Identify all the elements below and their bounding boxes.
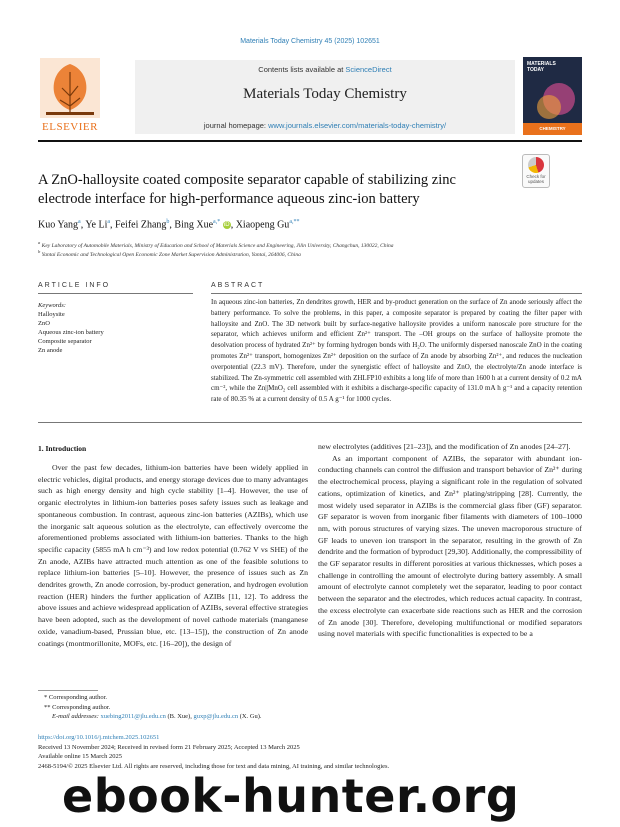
corresponding-note: ** Corresponding author. bbox=[44, 703, 111, 711]
copyright-line: 2468-5194/© 2025 Elsevier Ltd. All rights are reserved, including those for text and data mining, AI training, and similar technologies. bbox=[38, 762, 390, 770]
check-for-updates-button[interactable] bbox=[522, 154, 550, 188]
journal-homepage: journal homepage: www.journals.elsevier.com/materials-today-chemistry/ bbox=[203, 121, 447, 130]
abstract-bottom-rule bbox=[38, 422, 582, 423]
watermark-text: ebook-hunter.org bbox=[62, 769, 520, 823]
cover-line-2: TODAY bbox=[527, 67, 544, 73]
author-name[interactable]: Ye Li bbox=[85, 219, 108, 231]
author-sup[interactable]: b bbox=[166, 219, 170, 225]
author-sup[interactable]: a bbox=[107, 219, 111, 225]
cover-line-1: MATERIALS bbox=[527, 61, 556, 67]
keyword: ZnO bbox=[38, 320, 50, 327]
article-metadata bbox=[38, 733, 582, 771]
keywords-label: Keywords: bbox=[38, 302, 66, 309]
keyword: Zn anode bbox=[38, 347, 63, 354]
journal-title: Materials Today Chemistry bbox=[243, 86, 407, 102]
author-sup[interactable]: a,** bbox=[289, 219, 300, 225]
elsevier-logo bbox=[40, 58, 100, 134]
keywords-block bbox=[38, 301, 188, 355]
sciencedirect-link[interactable]: ScienceDirect bbox=[345, 65, 392, 74]
left-column bbox=[38, 462, 308, 649]
right-column bbox=[318, 441, 582, 640]
author-sup[interactable]: a,* bbox=[213, 219, 221, 225]
author-name[interactable]: Kuo Yang bbox=[38, 219, 79, 231]
paragraph: As an important component of AZIBs, the separator with abundant ion-conducting channels can control the diffusion and transport behavior of Zn²⁺ during the electrochemical process, playing a significant role in the regulation of solvated cations, optimization of kinetics, and Zn²⁺ plating/stripping [28]. Currently, the most widely used separator in AZIBs is the commercial glass fiber (GF) separator. GF separator is woven from inorganic fiber filaments with diameters of 100–1000 nm, with porous structures of varying sizes. The uneven macroporous structure of GF leads to uneven ion transport in the separator, resulting in the growth of Zn dendrite and the formation of byproduct [29,30]. Additionally, the compressibility of the GF separator results in different porosities at various thicknesses, which poses a challenge in controlling the amount of electrolyte during battery assembly. A small amount of electrolyte cannot completely wet the separator, leading to poor contact between the separator and the electrodes, which reduces actual capacity. In contrast, the excess electrolyte can exacerbate side reactions such as HER and the corrosion of Zn anode [30]. Therefore, developing multifunctional or modified separators using novel materials with specific functionalities is expected to be a bbox=[318, 453, 582, 639]
cover-line-3: CHEMISTRY bbox=[539, 126, 566, 131]
elsevier-wordmark: ELSEVIER bbox=[42, 121, 98, 133]
email-link[interactable]: xuebing2011@jlu.edu.cn bbox=[100, 713, 166, 721]
email-link[interactable]: guxp@jlu.edu.cn bbox=[193, 713, 239, 721]
header-rule bbox=[38, 140, 582, 142]
check-updates-icon bbox=[528, 157, 544, 173]
affiliation: $^a$ Key Laboratory of Automobile Materials, Ministry of Education and School of Materials Science and Engineering, Jilin University, Changchun, 130022, China bbox=[38, 240, 394, 249]
available-online: Available online 15 March 2025 bbox=[38, 753, 122, 761]
author-name[interactable]: Bing Xue bbox=[174, 219, 214, 231]
footnotes bbox=[38, 693, 318, 722]
author-name[interactable]: Feifei Zhang bbox=[115, 219, 167, 231]
email-line: E-mail addresses: xuebing2011@jlu.edu.cn (B. Xue), guxp@jlu.edu.cn (X. Gu). bbox=[52, 713, 262, 721]
paragraph: Over the past few decades, lithium-ion batteries have been widely applied in electric vehicles, digital products, and energy storage devices due to many advantages such as high energy density and high cycle stability [1–4]. However, the use of organic electrolytes in lithium-ion batteries poses safety issues such as leakage and spontaneous combustion. In contrast, aqueous zinc-ion batteries (AZIBs), which use the inorganic salt aqueous solution as the electrolyte, can effectively overcome the aforementioned problems associated with lithium-ion batteries. Thanks to the high specific capacity (5855 mA h cm⁻³) and low redox potential (0.762 V vs SHE) of the Zn anode, AZIBs have attracted much attention as one of the feasible solutions to replace lithium-ion batteries [5–10]. However, the presence of issues such as Zn dendrites growth, Zn anode corrosion, by-product generation, and hydrogen evolution reaction (HER) hinders the further application of AZIBs [11, 12]. To address the above issues and achieve widespread application of AZIBs, several effective strategies have been adopted, such as the development of novel cathode materials (manganese oxide, vanadium-based, Prussian blue, etc. [13–15]), the construction of Zn anode coatings (montmorillonite, MOFs, etc. [16–20]), the design of bbox=[38, 463, 308, 648]
author-list: Kuo Yang$^a$, Ye Li$^a$, Feifei Zhang$^b$, Bing Xue$^{a,*}$ iD, Xiaopeng $Gu^{a,**}$ bbox=[38, 219, 300, 231]
check-updates-label: Check for updates bbox=[526, 174, 546, 184]
article-info-rule bbox=[38, 293, 193, 294]
abstract-rule bbox=[211, 293, 582, 294]
received-dates: Received 13 November 2024; Received in revised form 21 February 2025; Accepted 13 March 2025 bbox=[38, 743, 300, 751]
keyword: Composite separator bbox=[38, 338, 92, 345]
article-title: A ZnO-halloysite coated composite separator capable of stabilizing zinc electrode interface for high-performance aqueous zinc-ion battery bbox=[38, 172, 456, 207]
doi-link[interactable]: https://doi.org/10.1016/j.mtchem.2025.102651 bbox=[38, 734, 160, 741]
keyword: Aqueous zinc-ion battery bbox=[38, 329, 104, 336]
footnote-rule bbox=[38, 690, 98, 691]
orcid-icon[interactable]: iD bbox=[223, 222, 230, 229]
corresponding-note: * Corresponding author. bbox=[44, 694, 108, 701]
homepage-link[interactable]: www.journals.elsevier.com/materials-today-chemistry/ bbox=[268, 121, 447, 130]
article-info-heading: ARTICLE INFO bbox=[38, 282, 111, 289]
affiliation: $^b$ Yantai Economic and Technological Open Economic Zone Market Supervision Administration, Yantai, 264006, China bbox=[38, 249, 301, 258]
abstract-text: In aqueous zinc-ion batteries, Zn dendrites growth, HER and by-product generation on the surface of Zn anode seriously affect the battery performance. To solve the problems, in this paper, a composite separator is prepared by coating the filter paper with halloysite and ZnO. The 3D network built by surface-negative halloysite provides a uniform nanoscale pore structure for the separator, which achieves uniform and efficient Zn²⁺ transport. The –OH groups on the surface of halloysite promote the desolvation process of hydrated Zn²⁺ by forming hydrogen bonds with H₂O. The uniformly dispersed nanoscale ZnO in the coating promotes Zn²⁺ transport, homogenizes Zn²⁺ deposition on the surface of Zn anode by absorbing Zn²⁺, and reduces the nucleation overpotential (22.3 mV). Therefore, under the synergistic effect of halloysite and ZnO, the electrolyte/Zn anode interface is stabilized. The Zn-symmetric cell assembled with ZHLFP10 exhibits a long life of more than 1600 h at a current density of 0.2 mA cm⁻², while the Zn||MnO₂ cell assembled with it exhibits a discharge-specific capacity of 131.0 mA h g⁻¹ and a capacity retention rate of 80.35 % at a current density of 0.5 A g⁻¹ for 1000 cycles. bbox=[211, 298, 582, 404]
section-heading: 1. Introduction bbox=[38, 444, 87, 453]
author-sup[interactable]: a bbox=[78, 219, 81, 225]
contents-line: Contents lists available at ScienceDirect bbox=[258, 65, 392, 74]
journal-cover-image bbox=[523, 57, 582, 135]
journal-citation[interactable]: Materials Today Chemistry 45 (2025) 102651 bbox=[240, 38, 380, 45]
paragraph: new electrolytes (additives [21–23]), and the modification of Zn anodes [24–27]. bbox=[318, 442, 571, 451]
abstract-heading: ABSTRACT bbox=[211, 282, 265, 289]
keyword: Halloysite bbox=[38, 311, 65, 318]
author-name[interactable]: Xiaopeng Gu bbox=[235, 219, 290, 231]
